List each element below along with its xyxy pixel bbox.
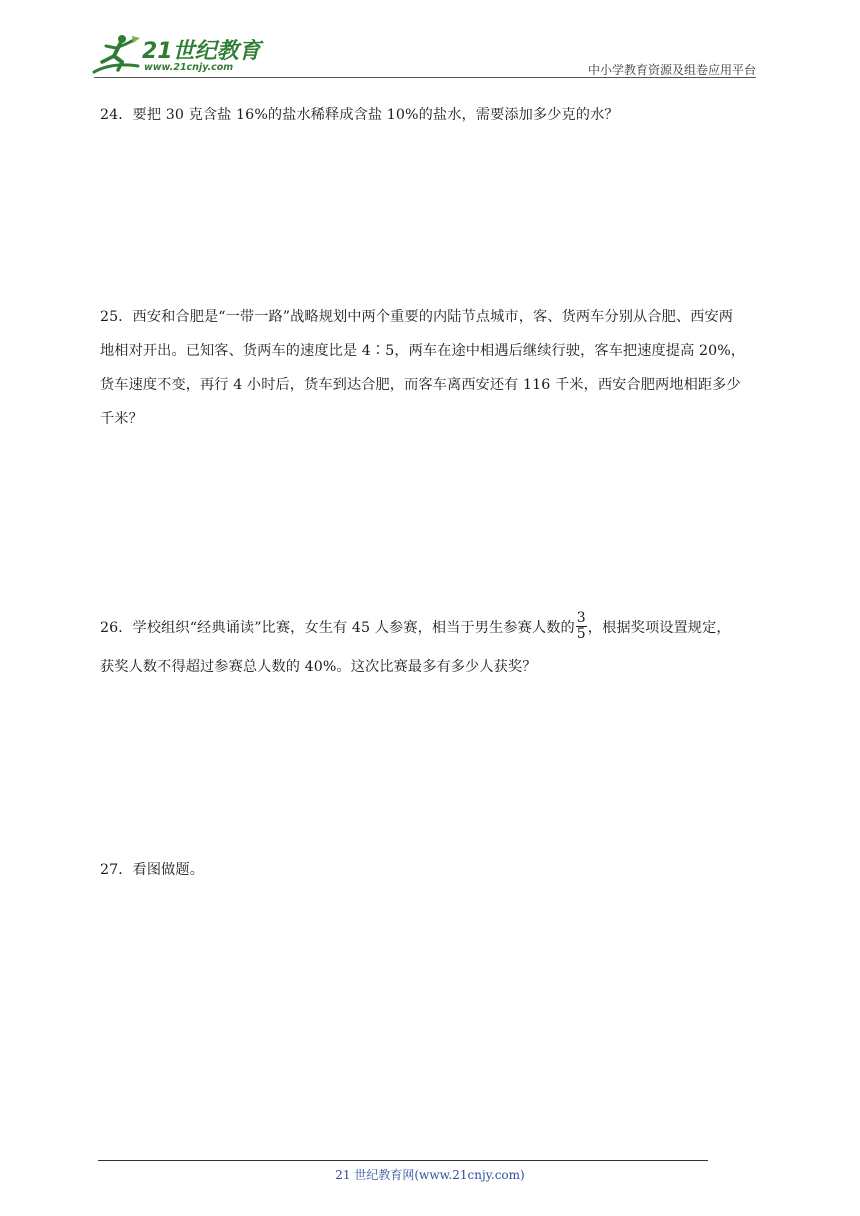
footer-divider: [98, 1160, 708, 1161]
question-27: [100, 853, 770, 887]
header-tagline: 中小学教育资源及组卷应用平台: [587, 63, 756, 77]
page-header: [0, 0, 860, 80]
footer-link[interactable]: 21 世纪教育网(www.21cnjy.com): [335, 1168, 525, 1182]
question-25-line-1: 25．西安和合肥是“一带一路”战略规划中两个重要的内陆节点城市，客、货两车分别从合肥、西安两: [100, 309, 734, 325]
logo-url: www.21cnjy.com: [144, 62, 234, 73]
question-27-text: 27．看图做题。: [100, 862, 204, 878]
header-divider: [94, 77, 756, 78]
fraction: [576, 611, 587, 642]
fraction-denominator: 5: [576, 625, 586, 642]
question-25-line-4: 千米？: [100, 411, 143, 427]
question-26-line-1: [100, 606, 770, 650]
question-25: [100, 300, 770, 436]
question-24-text: 24．要把 30 克含盐 16%的盐水稀释成含盐 10%的盐水，需要添加多少克的水？: [100, 107, 619, 123]
site-logo[interactable]: [92, 32, 262, 78]
question-26: [100, 606, 770, 684]
question-26-line-2: 获奖人数不得超过参赛总人数的 40%。这次比赛最多有多少人获奖？: [100, 659, 537, 675]
question-26-text-after-fraction: ，根据奖项设置规定，: [587, 620, 731, 636]
runner-logo-icon: [92, 32, 142, 78]
question-26-text-before-fraction: 26．学校组织“经典诵读”比赛，女生有 45 人参赛，相当于男生参赛人数的: [100, 620, 575, 636]
logo-text: 21世纪教育: [142, 39, 261, 64]
fraction-numerator: 3: [576, 609, 586, 626]
question-25-line-3: 货车速度不变，再行 4 小时后，货车到达合肥，而客车离西安还有 116 千米，西安合肥两地相距多少: [100, 377, 741, 393]
question-25-line-2: 地相对开出。已知客、货两车的速度比是 4∶5，两车在途中相遇后继续行驶，客车把速度提高 20%，: [100, 343, 746, 359]
question-24: [100, 98, 770, 132]
